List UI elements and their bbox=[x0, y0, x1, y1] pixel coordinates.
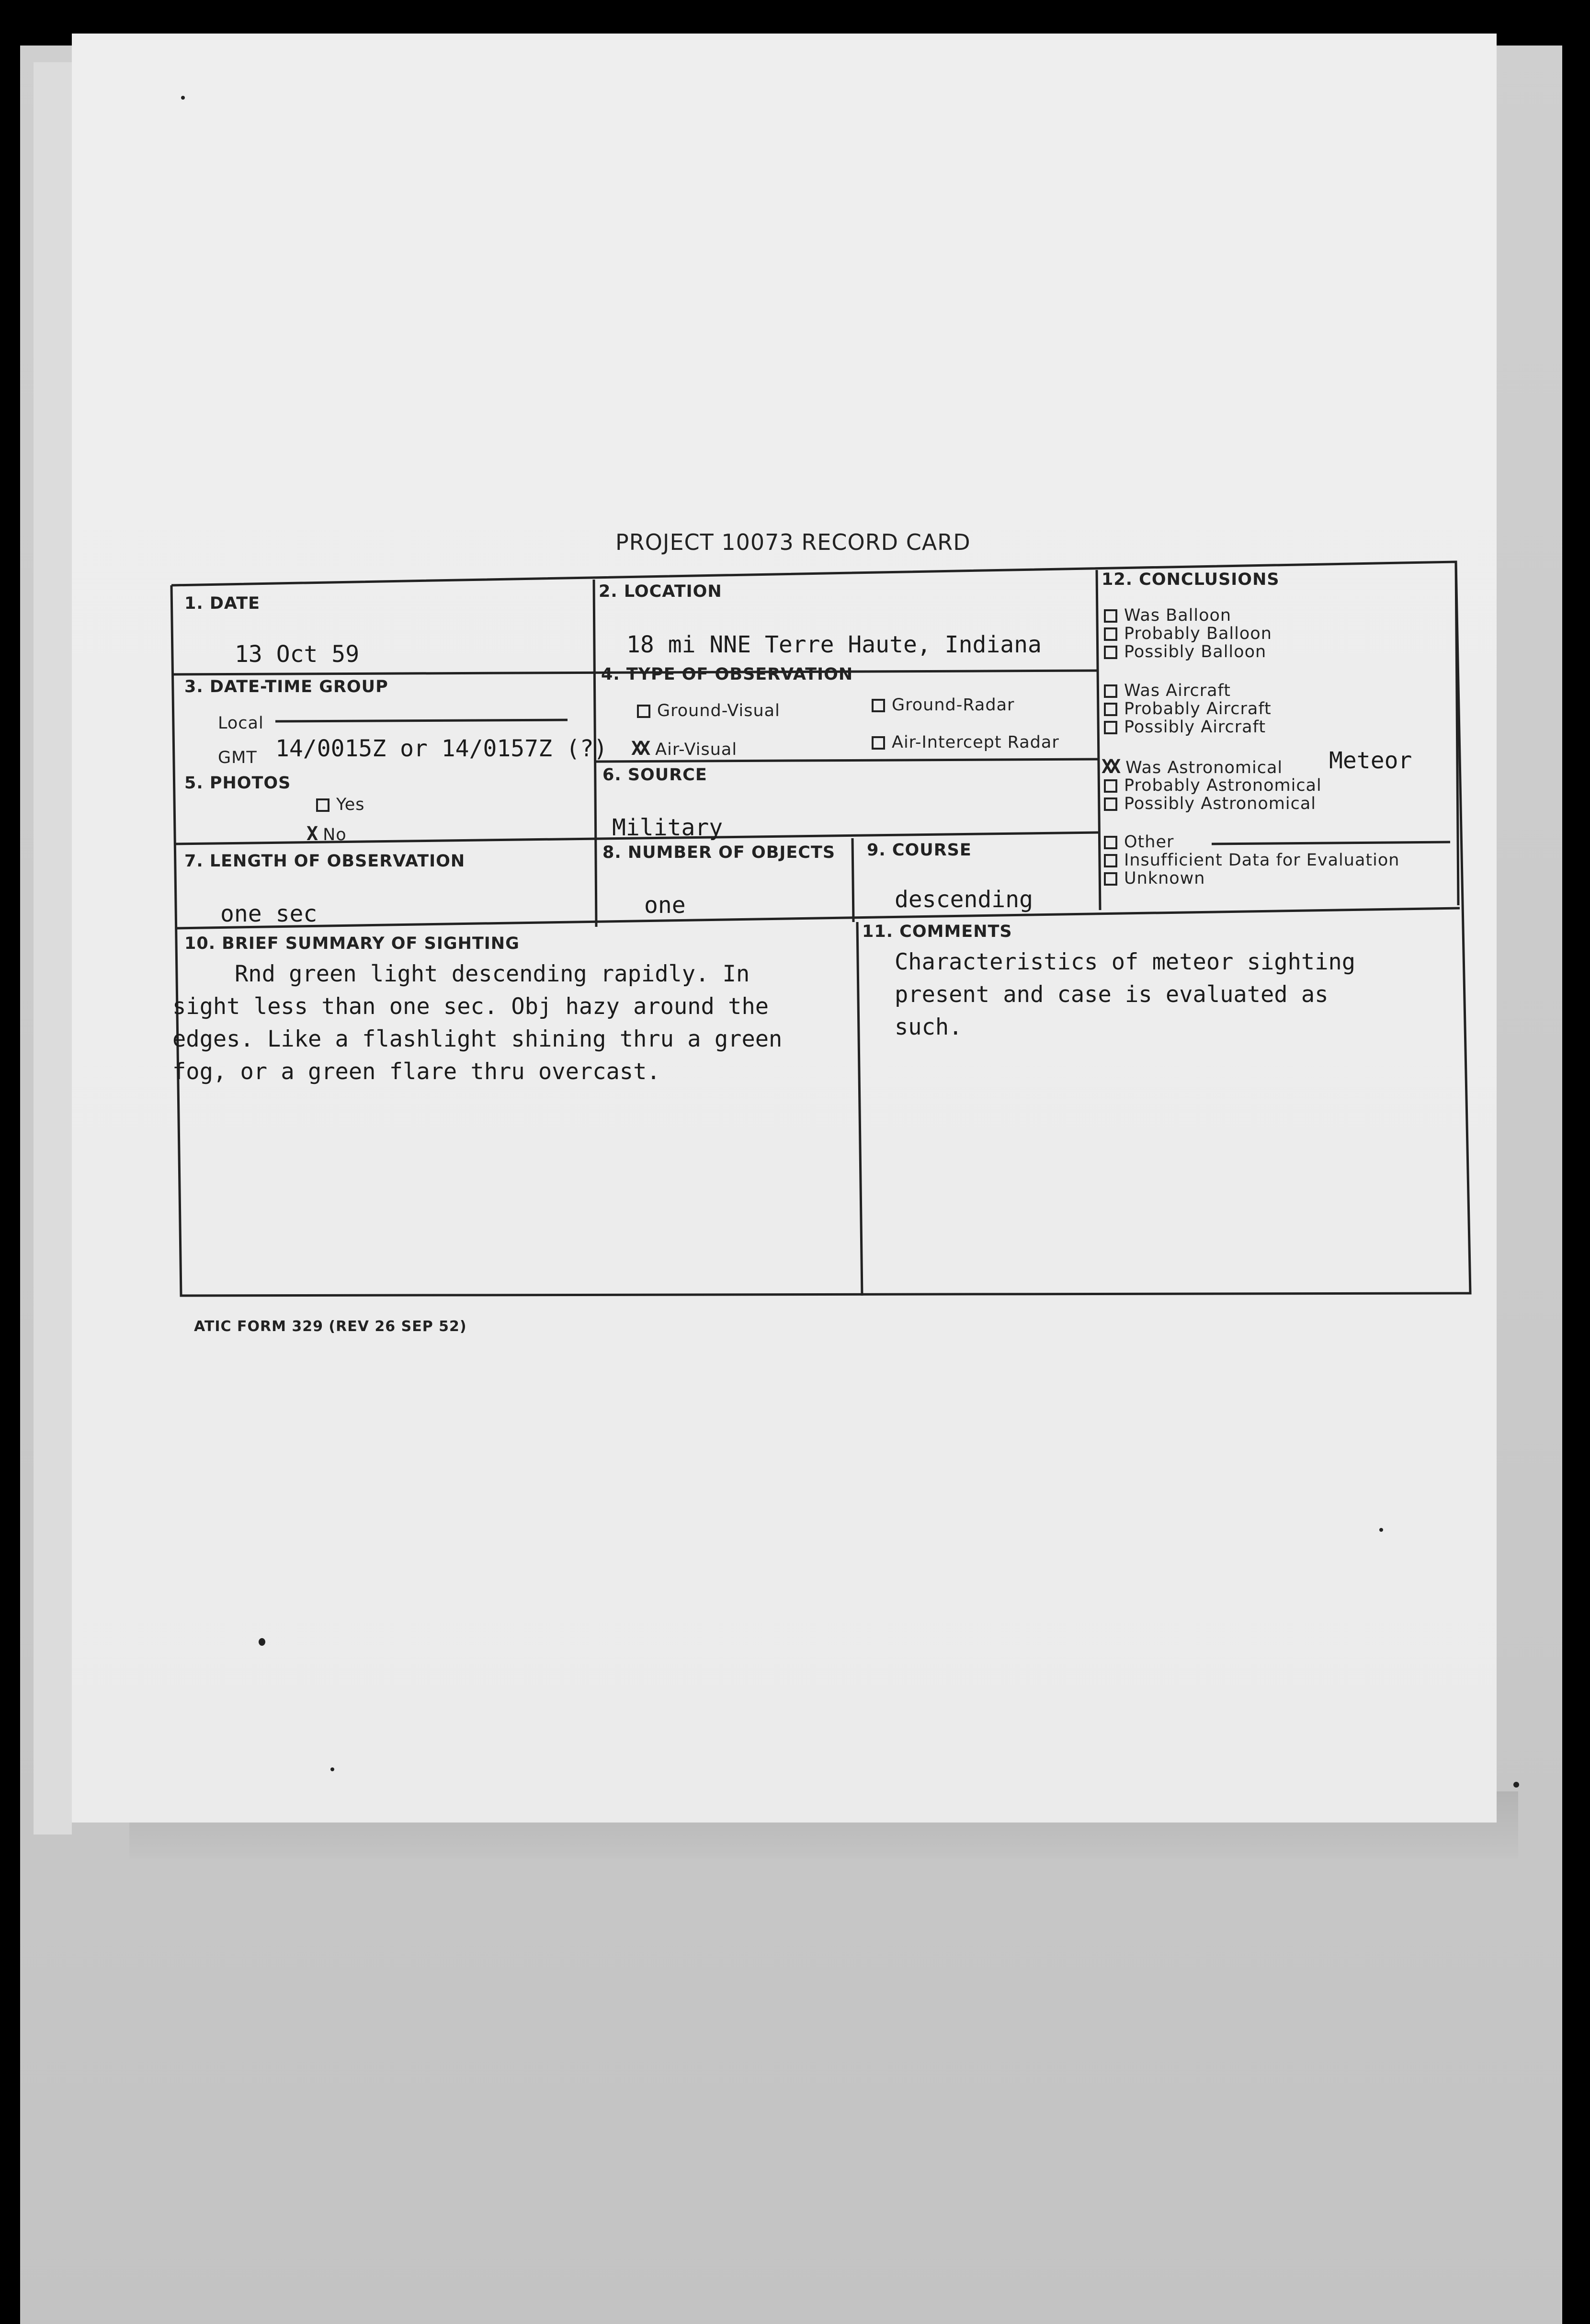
conclusion-label: Probably Aircraft bbox=[1124, 699, 1272, 718]
length-label: 7. LENGTH OF OBSERVATION bbox=[184, 852, 466, 871]
checkbox-air-intercept-radar bbox=[872, 736, 885, 750]
comments-line: such. bbox=[895, 1014, 963, 1040]
source-value: Military bbox=[612, 814, 723, 841]
conclusion-probably-aircraft bbox=[1104, 699, 1272, 718]
option-label: No bbox=[323, 825, 347, 844]
option-label: Yes bbox=[336, 795, 365, 814]
checkbox bbox=[1104, 627, 1117, 641]
gmt-label: GMT bbox=[218, 748, 257, 767]
conclusion-label: Unknown bbox=[1124, 869, 1205, 888]
summary-text bbox=[172, 958, 852, 1088]
conclusion-label: Probably Balloon bbox=[1124, 624, 1272, 643]
conclusion-label: Was Aircraft bbox=[1124, 681, 1231, 700]
checkbox bbox=[1104, 836, 1117, 849]
course-value: descending bbox=[895, 886, 1033, 913]
checked-mark: X bbox=[307, 823, 315, 845]
conclusion-label: Possibly Astronomical bbox=[1124, 794, 1317, 813]
length-value: one sec bbox=[220, 900, 318, 927]
conclusion-label: Probably Astronomical bbox=[1124, 776, 1322, 795]
gmt-value: 14/0015Z or 14/0157Z (?) bbox=[275, 735, 608, 762]
conclusion-possibly-balloon bbox=[1104, 642, 1266, 661]
summary-line: sight less than one sec. Obj hazy around the bbox=[172, 993, 769, 1020]
comments-line: Characteristics of meteor sighting bbox=[895, 949, 1356, 975]
form-code: ATIC FORM 329 (REV 26 SEP 52) bbox=[194, 1318, 467, 1335]
option-label: Air-Visual bbox=[655, 740, 738, 759]
option-air-intercept-radar bbox=[872, 733, 1059, 752]
checkbox bbox=[1104, 703, 1117, 716]
checkbox bbox=[1104, 779, 1117, 793]
summary-label: 10. BRIEF SUMMARY OF SIGHTING bbox=[184, 934, 520, 953]
conclusion-probably-balloon bbox=[1104, 624, 1272, 643]
conclusion-label: Possibly Aircraft bbox=[1124, 718, 1266, 737]
option-ground-visual bbox=[637, 701, 780, 720]
conclusion-was-balloon bbox=[1104, 606, 1231, 625]
comments-line: present and case is evaluated as bbox=[895, 981, 1329, 1008]
option-label: Ground-Radar bbox=[892, 695, 1015, 715]
objects-label: 8. NUMBER OF OBJECTS bbox=[602, 843, 836, 862]
option-label: Air-Intercept Radar bbox=[892, 733, 1059, 752]
conclusion-label: Other bbox=[1124, 832, 1174, 852]
checked-mark: XX bbox=[1102, 756, 1117, 778]
course-label: 9. COURSE bbox=[867, 841, 972, 860]
objects-value: one bbox=[644, 892, 686, 919]
summary-line: edges. Like a flashlight shining thru a green bbox=[172, 1026, 783, 1052]
observation-type-label: 4. TYPE OF OBSERVATION bbox=[601, 665, 853, 684]
local-label: Local bbox=[218, 714, 264, 733]
checkbox-photos-yes bbox=[316, 798, 329, 812]
summary-line: fog, or a green flare thru overcast. bbox=[172, 1059, 660, 1085]
conclusion-label: Was Astronomical bbox=[1125, 758, 1283, 777]
date-label: 1. DATE bbox=[184, 594, 261, 613]
conclusion-label: Possibly Balloon bbox=[1124, 642, 1267, 661]
checkbox-ground-radar bbox=[872, 699, 885, 712]
checkbox bbox=[1104, 872, 1117, 886]
photos-yes bbox=[316, 795, 365, 814]
handwritten-meteor-note: Meteor bbox=[1329, 747, 1412, 774]
conclusion-label: Was Balloon bbox=[1124, 606, 1232, 625]
conclusion-label: Insufficient Data for Evaluation bbox=[1124, 851, 1400, 870]
conclusion-other bbox=[1104, 832, 1174, 852]
conclusion-probably-astronomical bbox=[1104, 776, 1322, 795]
comments-text bbox=[895, 946, 1445, 1044]
checkbox bbox=[1104, 797, 1117, 811]
conclusion-was-aircraft bbox=[1104, 681, 1231, 700]
option-ground-radar bbox=[872, 695, 1014, 715]
checkbox bbox=[1104, 609, 1117, 623]
location-label: 2. LOCATION bbox=[599, 582, 722, 601]
summary-line: Rnd green light descending rapidly. In bbox=[235, 961, 750, 987]
comments-label: 11. COMMENTS bbox=[862, 922, 1012, 941]
checkbox-ground-visual bbox=[637, 705, 650, 718]
conclusion-possibly-aircraft bbox=[1104, 718, 1266, 737]
photos-no bbox=[307, 823, 347, 845]
checkbox bbox=[1104, 721, 1117, 734]
conclusion-insufficient-data bbox=[1104, 851, 1399, 870]
location-value: 18 mi NNE Terre Haute, Indiana bbox=[626, 631, 1042, 658]
conclusion-was-astronomical bbox=[1102, 756, 1283, 778]
checkbox bbox=[1104, 854, 1117, 867]
checkbox bbox=[1104, 684, 1117, 698]
dtg-label: 3. DATE-TIME GROUP bbox=[184, 677, 388, 696]
source-label: 6. SOURCE bbox=[602, 765, 707, 785]
option-air-visual bbox=[631, 738, 737, 760]
checked-mark: XX bbox=[631, 738, 647, 760]
conclusion-possibly-astronomical bbox=[1104, 794, 1316, 813]
card-title: PROJECT 10073 RECORD CARD bbox=[615, 529, 971, 555]
checkbox bbox=[1104, 646, 1117, 659]
option-label: Ground-Visual bbox=[657, 701, 780, 720]
conclusions-label: 12. CONCLUSIONS bbox=[1102, 570, 1280, 589]
date-value: 13 Oct 59 bbox=[235, 641, 360, 668]
conclusion-unknown bbox=[1104, 869, 1205, 888]
photos-label: 5. PHOTOS bbox=[184, 774, 291, 793]
